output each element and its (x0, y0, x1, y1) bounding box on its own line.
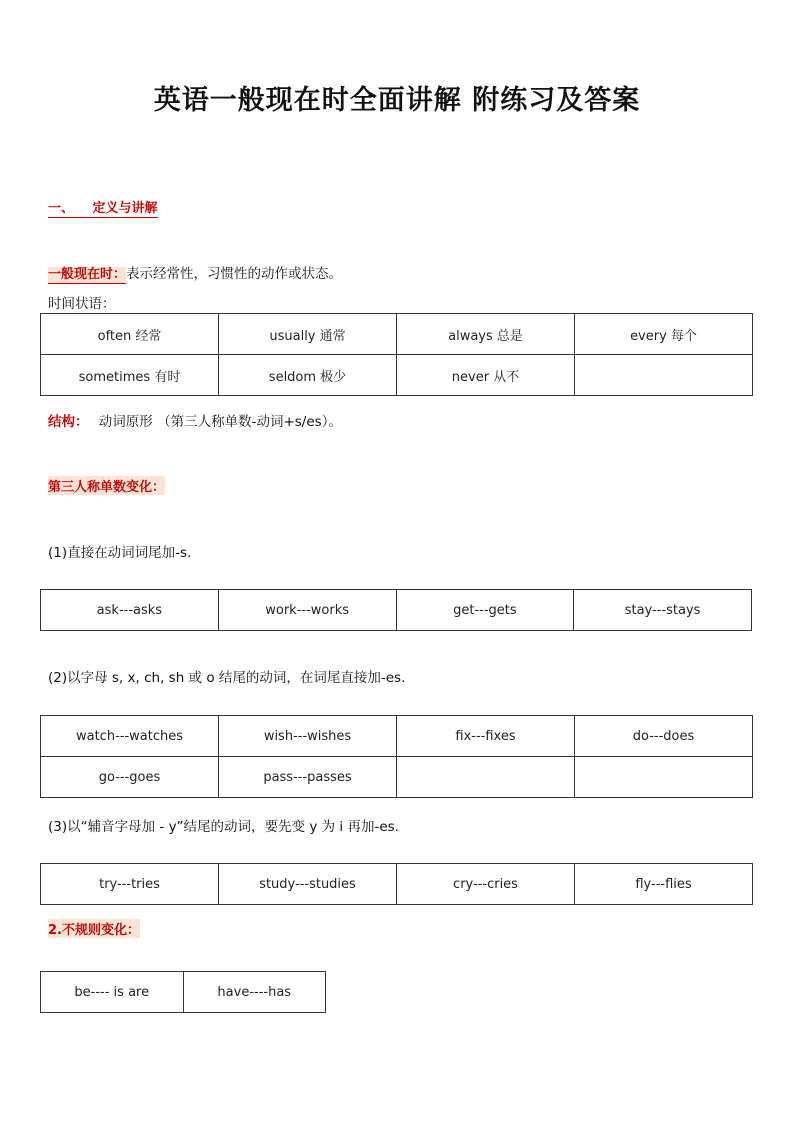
section-label: 定义与讲解 (92, 201, 158, 216)
table-cell: stay---stays (574, 590, 752, 631)
table-cell: often 经常 (41, 314, 219, 355)
table-cell: go---goes (41, 757, 219, 798)
table-cell: never 从不 (397, 355, 575, 396)
rule-1-table (40, 589, 752, 631)
page-title: 英语一般现在时全面讲解 附练习及答案 (153, 85, 641, 116)
time-adverbials-label: 时间状语： (48, 296, 116, 312)
section-heading-definition (48, 197, 158, 218)
table-cell: cry---cries (397, 864, 575, 905)
table-cell: ask---asks (41, 590, 219, 631)
table-cell: try---tries (41, 864, 219, 905)
table-row (41, 314, 753, 355)
rule-3-table (40, 863, 753, 905)
table-cell: do---does (575, 716, 753, 757)
table-cell: have----has (183, 972, 326, 1013)
table-cell: fix---fixes (397, 716, 575, 757)
rule-3: (3)以“辅音字母加 - y”结尾的动词，要先变 y 为 i 再加-es. (48, 819, 399, 835)
table-cell: study---studies (219, 864, 397, 905)
section-number: 一、 (48, 201, 75, 216)
definition-text: 表示经常性，习惯性的动作或状态。 (126, 266, 343, 282)
definition-term: 一般现在时： (48, 267, 127, 282)
table-row (41, 590, 752, 631)
table-row (41, 757, 753, 798)
third-person-heading: 第三人称单数变化： (48, 476, 165, 495)
table-cell (397, 757, 575, 798)
table-cell: every 每个 (575, 314, 753, 355)
rule-2-table (40, 715, 753, 798)
irregular-heading: 2.不规则变化： (48, 919, 140, 938)
table-cell: always 总是 (397, 314, 575, 355)
table-cell: work---works (218, 590, 396, 631)
table-cell: pass---passes (219, 757, 397, 798)
rule-1: (1)直接在动词词尾加-s. (48, 545, 192, 561)
table-cell (575, 757, 753, 798)
table-cell: be---- is are (41, 972, 184, 1013)
table-cell: watch---watches (41, 716, 219, 757)
table-row (41, 864, 753, 905)
structure-text: 动词原形 （第三人称单数-动词+s/es）。 (98, 414, 342, 430)
table-cell: wish---wishes (219, 716, 397, 757)
time-adverbials-table (40, 313, 753, 396)
table-cell: seldom 极少 (219, 355, 397, 396)
table-row (41, 716, 753, 757)
structure-label: 结构： (48, 414, 89, 430)
table-cell: usually 通常 (219, 314, 397, 355)
structure-line (48, 410, 342, 430)
irregular-table (40, 971, 326, 1013)
definition-line (48, 262, 342, 282)
table-cell: get---gets (396, 590, 574, 631)
table-cell (575, 355, 753, 396)
table-cell: fly---flies (575, 864, 753, 905)
rule-2: (2)以字母 s, x, ch, sh 或 o 结尾的动词，在词尾直接加-es. (48, 670, 406, 686)
table-row (41, 355, 753, 396)
table-row (41, 972, 326, 1013)
table-cell: sometimes 有时 (41, 355, 219, 396)
